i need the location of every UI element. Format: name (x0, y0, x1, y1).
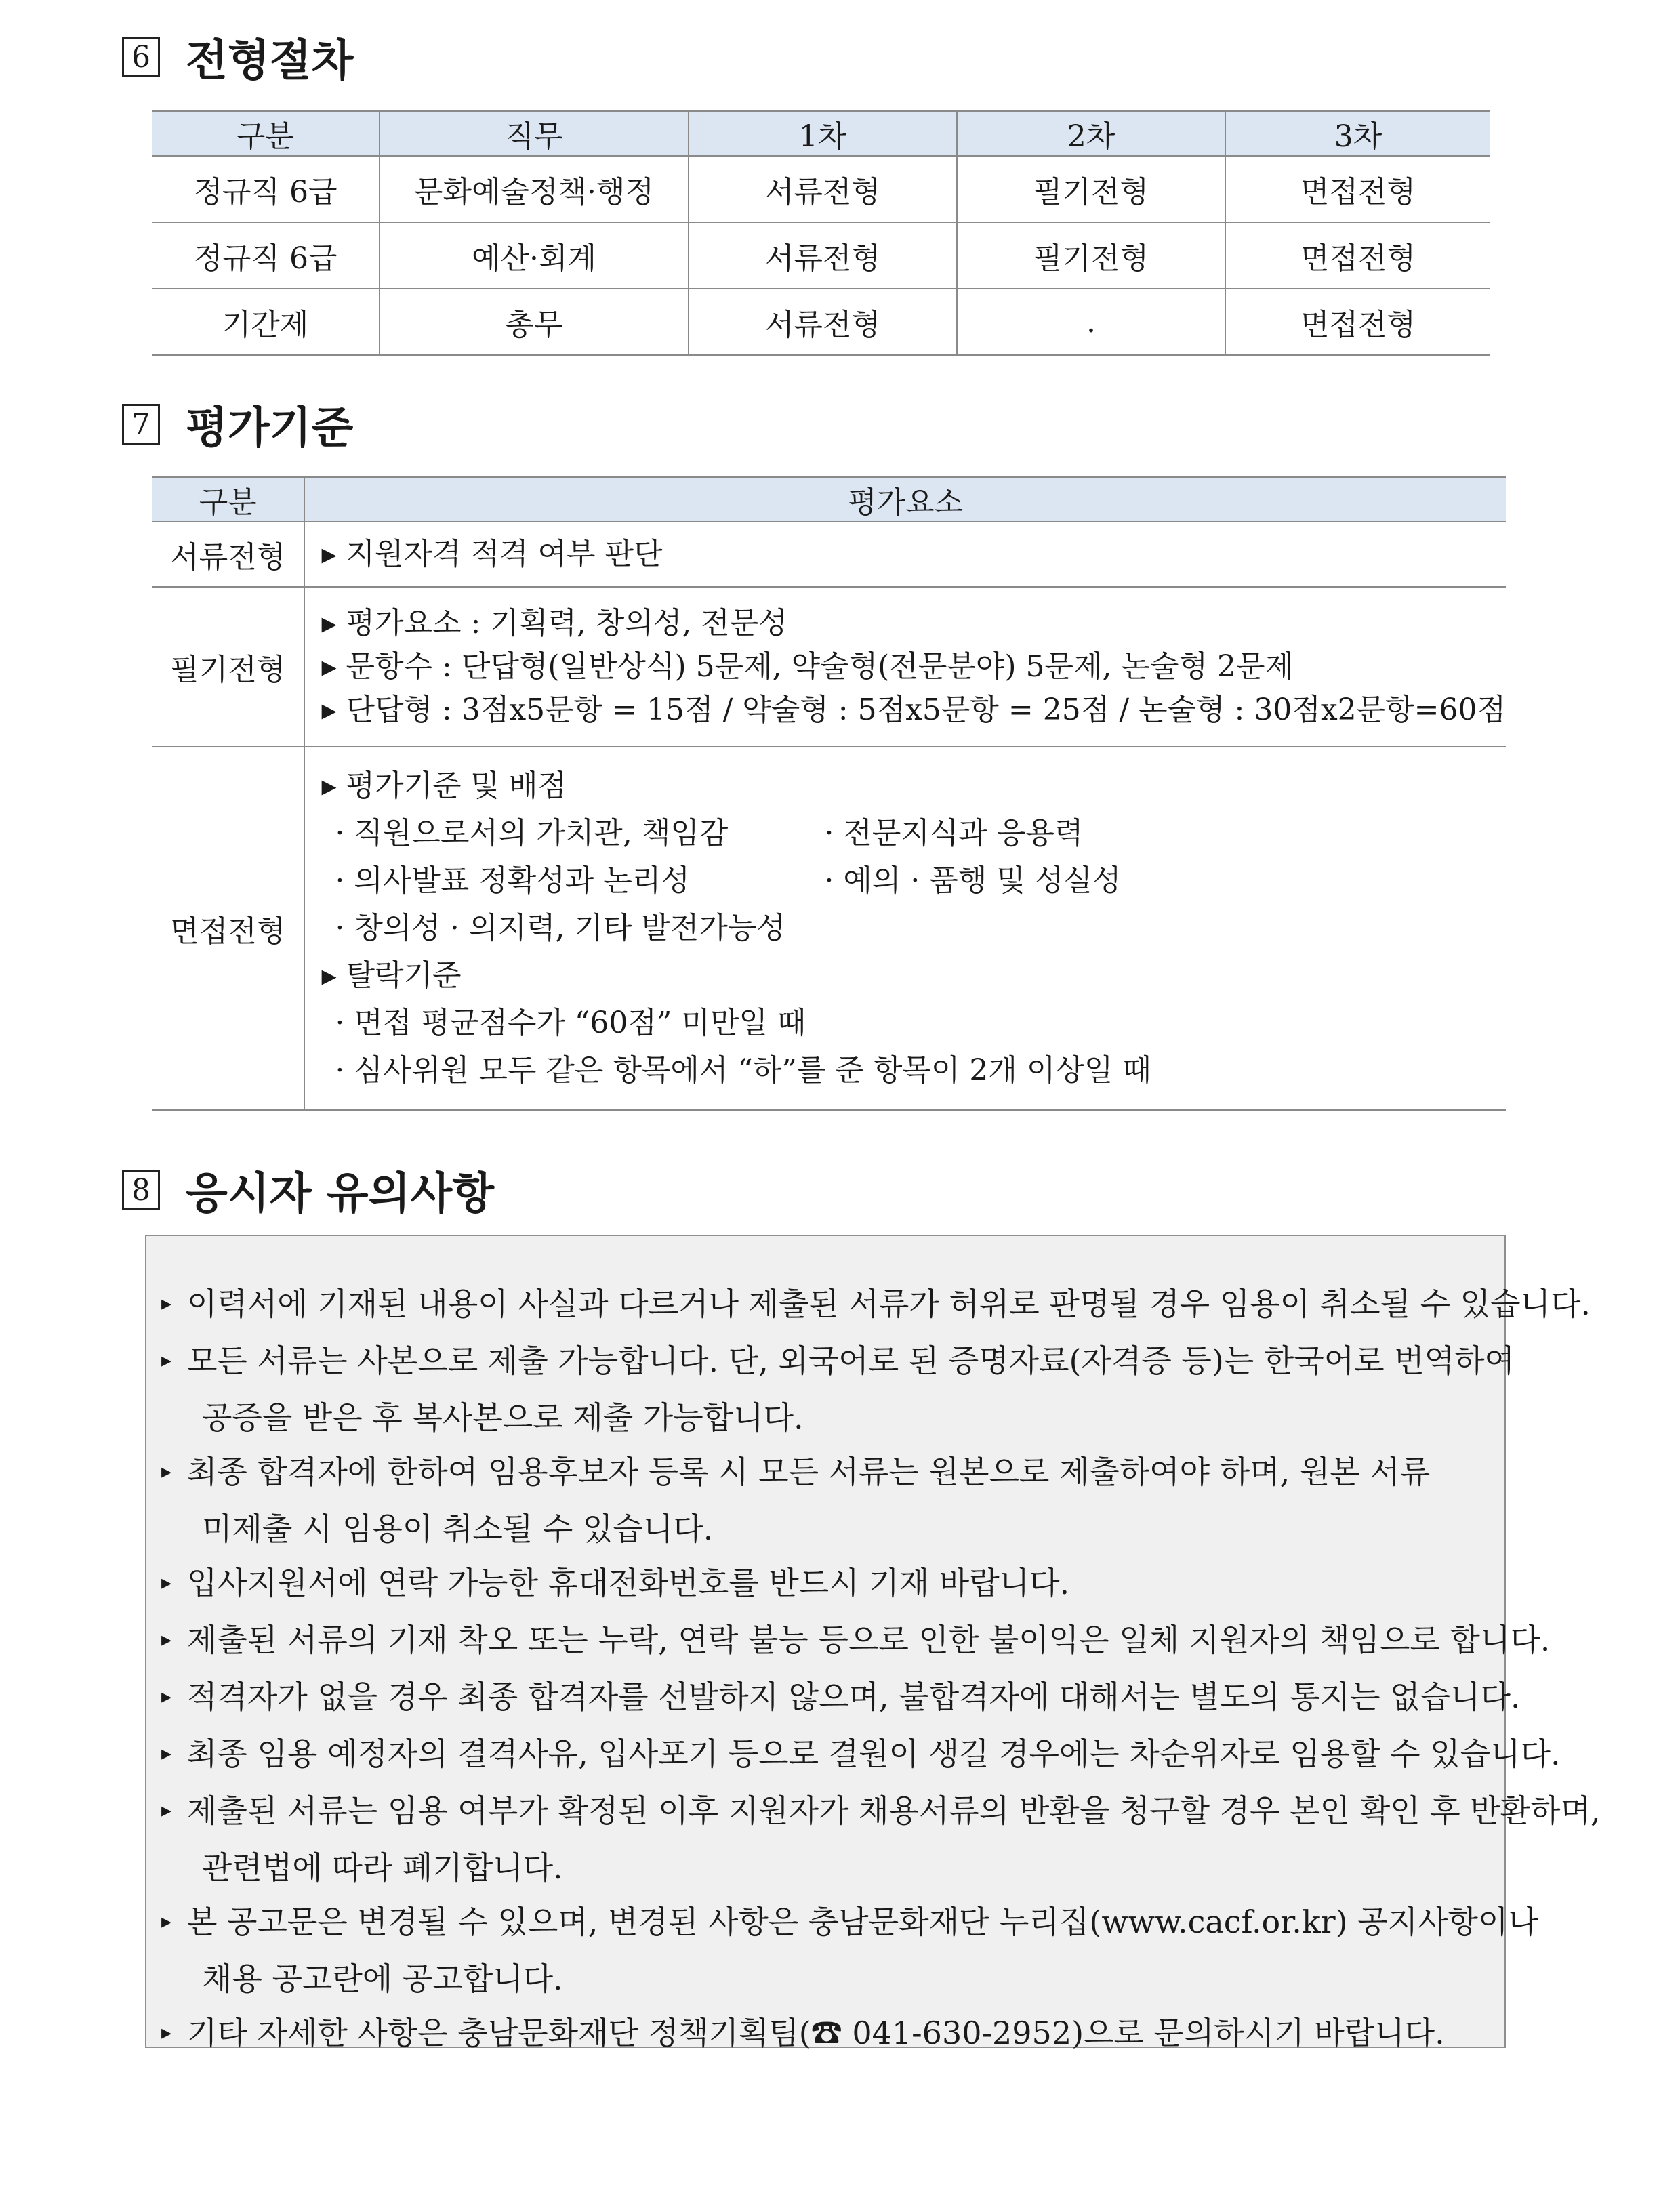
cell-stage-1: 서류전형 (689, 289, 957, 355)
section-8-title: 응시자 유의사항 (186, 1169, 495, 1219)
list-item (161, 2006, 1504, 2063)
list-item (161, 1784, 1601, 1841)
cell-stage-2: . (957, 289, 1225, 355)
table-row (152, 156, 1490, 222)
bullet-icon: ▸ (161, 1910, 172, 1933)
cell-stage-3: 면접전형 (1225, 289, 1490, 355)
criteria-title: ▸ 평가기준 및 배점 (321, 768, 567, 803)
cell-job: 문화예술정책·행정 (380, 156, 689, 222)
notice-text: 입사지원서에 연락 가능한 휴대전화번호를 반드시 기재 바랍니다. (187, 1565, 1070, 1601)
section-6-heading (122, 26, 353, 88)
criteria-item: · 의사발표 정확성과 논리성 (335, 863, 690, 898)
table-row (152, 747, 1506, 1110)
notice-text: 제출된 서류의 기재 착오 또는 누락, 연락 불능 등으로 인한 불이익은 일체 지원자의 책임으로 합니다. (187, 1622, 1551, 1658)
cell-category: 면접전형 (152, 747, 304, 1110)
list-item (161, 1895, 1538, 1952)
notice-text: 모든 서류는 사본으로 제출 가능합니다. 단, 외국어로 된 증명자료(자격증 등)는 한국어로 번역하여 (187, 1342, 1515, 1379)
list-item (161, 1727, 1561, 1784)
cell-category: 정규직 6급 (152, 156, 380, 222)
cell-job: 예산·회계 (380, 222, 689, 289)
header-category: 구분 (152, 477, 304, 522)
table-row (152, 522, 1506, 587)
table-row (152, 222, 1490, 289)
list-item (161, 1334, 1515, 1391)
evaluation-table (152, 476, 1506, 1111)
cell-stage-3: 면접전형 (1225, 222, 1490, 289)
list-item (161, 1556, 1504, 1613)
bullet-icon: ▸ (161, 1571, 172, 1595)
notice-continuation: 공증을 받은 후 복사본으로 제출 가능합니다. (202, 1399, 804, 1436)
header-criteria: 평가요소 (304, 477, 1506, 522)
bullet-icon: ▸ (161, 2021, 172, 2044)
criteria-item: · 전문지식과 응용력 (824, 816, 1084, 850)
cell-stage-1: 서류전형 (689, 222, 957, 289)
criteria-row (321, 857, 1506, 905)
header-category: 구분 (152, 111, 380, 157)
cell-category: 기간제 (152, 289, 380, 355)
section-8-number: 8 (122, 1170, 160, 1210)
procedure-table (152, 110, 1490, 356)
cell-category: 정규직 6급 (152, 222, 380, 289)
header-stage-1: 1차 (689, 111, 957, 157)
criteria-row (321, 810, 1506, 857)
section-7-number: 7 (122, 404, 160, 445)
notice-text: 기타 자세한 사항은 충남문화재단 정책기획팀(☎ 041-630-2952)으로 문의하시기 바랍니다. (187, 2015, 1445, 2051)
notice-text: 적격자가 없을 경우 최종 합격자를 선발하지 않으며, 불합격자에 대해서는 별도의 통지는 없습니다. (187, 1679, 1521, 1715)
notice-continuation: 채용 공고란에 공고합니다. (202, 1960, 563, 1997)
criteria-item: · 창의성 · 의지력, 기타 발전가능성 (335, 911, 785, 945)
criteria-line: ▸ 문항수 : 단답형(일반상식) 5문제, 약술형(전문분야) 5문제, 논술형 2문제 (321, 649, 1294, 684)
cell-category: 필기전형 (152, 587, 304, 747)
bullet-icon: ▸ (161, 1460, 172, 1483)
bullet-icon: ▸ (161, 1799, 172, 1822)
notice-box (145, 1235, 1601, 2051)
header-job: 직무 (380, 111, 689, 157)
cell-stage-1: 서류전형 (689, 156, 957, 222)
criteria-line: ▸ 평가요소 : 기획력, 창의성, 전문성 (321, 606, 787, 640)
table-row (152, 289, 1490, 355)
table-row (152, 587, 1506, 747)
cell-stage-2: 필기전형 (957, 156, 1225, 222)
notice-continuation: 관련법에 따라 폐기합니다. (202, 1849, 563, 1886)
header-stage-3: 3차 (1225, 111, 1490, 157)
fail-item: · 심사위원 모두 같은 항목에서 “하”를 준 항목이 2개 이상일 때 (335, 1053, 1151, 1088)
notice-text: 제출된 서류는 임용 여부가 확정된 이후 지원자가 채용서류의 반환을 청구할 경우 본인 확인 후 반환하며, (187, 1792, 1601, 1829)
cell-criteria (304, 587, 1506, 747)
cell-stage-3: 면접전형 (1225, 156, 1490, 222)
bullet-icon: ▸ (161, 1292, 172, 1315)
fail-title: ▸ 탈락기준 (321, 958, 462, 993)
criteria-line: ▸ 지원자격 적격 여부 판단 (321, 537, 663, 571)
procedure-header-row (152, 111, 1490, 157)
bullet-icon: ▸ (161, 1685, 172, 1708)
criteria-line: ▸ 단답형 : 3점x5문항 = 15점 / 약술형 : 5점x5문항 = 25점 / 논술형 : 30점x2문항=60점 (321, 693, 1506, 727)
cell-category: 서류전형 (152, 522, 304, 587)
list-item (161, 1445, 1504, 1502)
notice-continuation: 미제출 시 임용이 취소될 수 있습니다. (202, 1510, 714, 1547)
list-item (161, 1277, 1591, 1334)
cell-criteria (304, 522, 1506, 587)
header-stage-2: 2차 (957, 111, 1225, 157)
bullet-icon: ▸ (161, 1742, 172, 1765)
notice-text: 이력서에 기재된 내용이 사실과 다르거나 제출된 서류가 허위로 판명될 경우 임용이 취소될 수 있습니다. (187, 1286, 1591, 1322)
section-7-title: 평가기준 (186, 403, 354, 453)
cell-stage-2: 필기전형 (957, 222, 1225, 289)
section-7-heading (122, 393, 353, 455)
section-6-number: 6 (122, 37, 160, 77)
notice-text: 최종 임용 예정자의 결격사유, 입사포기 등으로 결원이 생길 경우에는 차순위자로 임용할 수 있습니다. (187, 1735, 1561, 1772)
cell-job: 총무 (380, 289, 689, 355)
criteria-item: · 직원으로서의 가치관, 책임감 (335, 816, 729, 850)
section-8-heading (122, 1159, 494, 1221)
bullet-icon: ▸ (161, 1628, 172, 1651)
fail-item: · 면접 평균점수가 “60점” 미만일 때 (335, 1006, 806, 1040)
bullet-icon: ▸ (161, 1349, 172, 1372)
section-6-title: 전형절차 (186, 36, 354, 86)
list-item (161, 1670, 1521, 1727)
notice-text: 최종 합격자에 한하여 임용후보자 등록 시 모든 서류는 원본으로 제출하여야 하며, 원본 서류 (187, 1454, 1431, 1490)
notice-text: 본 공고문은 변경될 수 있으며, 변경된 사항은 충남문화재단 누리집(www.cacf.or.kr) 공지사항이나 (187, 1904, 1538, 1940)
criteria-item: · 예의 · 품행 및 성실성 (824, 863, 1122, 898)
list-item (161, 1613, 1551, 1670)
evaluation-header-row (152, 477, 1506, 522)
cell-criteria (304, 747, 1506, 1110)
